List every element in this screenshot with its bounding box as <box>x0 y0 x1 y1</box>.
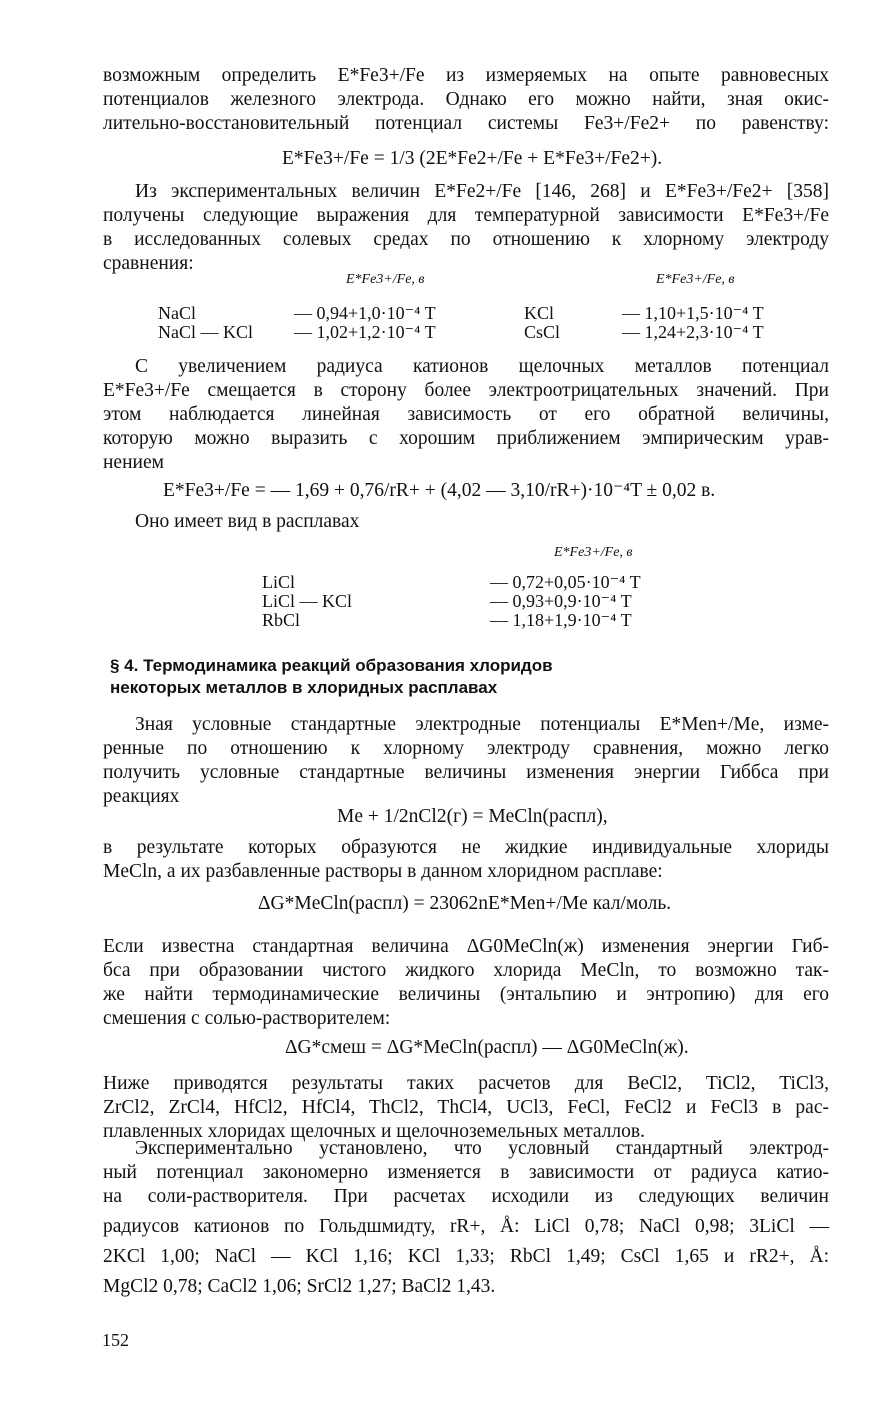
table2-values <box>490 573 641 630</box>
text-line: бса при образовании чистого жидкого хлорида MeCln, то возможно так- <box>103 960 829 981</box>
equation-1: E*Fe3+/Fe = 1/3 (2E*Fe2+/Fe + E*Fe3+/Fe2+). <box>282 148 663 169</box>
text-line: в результате которых образуются не жидкие индивидуальные хлориды <box>103 837 829 858</box>
text-line: Из экспериментальных величин E*Fe2+/Fe [146, 268] и E*Fe3+/Fe2+ [358] <box>135 181 829 202</box>
text-line: потенциалов железного электрода. Однако его можно найти, зная окис- <box>103 89 829 110</box>
table1-header-right: E*Fe3+/Fe, в <box>656 272 735 287</box>
text-line: MeCln, а их разбавленные растворы в данном хлоридном расплаве: <box>103 861 663 882</box>
paragraph-2 <box>103 180 829 276</box>
heading-line: § 4. Термодинамика реакций образования хлоридов <box>110 656 553 675</box>
table-cell: NaCl <box>158 303 196 323</box>
text-line: получить условные стандартные величины изменения энергии Гиббса при <box>103 762 829 783</box>
text-line: возможным определить E*Fe3+/Fe из измеряемых на опыте равновесных <box>103 65 829 86</box>
text-line: Экспериментально установлено, что условный стандартный электрод- <box>135 1138 829 1159</box>
table1-salts-left <box>158 304 253 342</box>
table-cell: — 1,18+1,9·10⁻⁴ T <box>490 610 632 630</box>
paragraph-1 <box>103 64 829 136</box>
table1-header-left: E*Fe3+/Fe, в <box>346 272 425 287</box>
table-cell: — 0,93+0,9·10⁻⁴ T <box>490 591 632 611</box>
paragraph-9 <box>103 1137 829 1299</box>
text-line: Зная условные стандартные электродные потенциалы E*Men+/Me, изме- <box>135 714 829 735</box>
text-line: смешения с солью-растворителем: <box>103 1008 391 1029</box>
page-number: 152 <box>102 1330 129 1350</box>
text-line: сравнения: <box>103 253 194 274</box>
table2-salts <box>262 573 352 630</box>
table1-values-left <box>294 304 436 342</box>
table1-values-right <box>622 304 764 342</box>
paragraph-3 <box>103 355 829 475</box>
text-line: которую можно выразить с хорошим приближением эмпирическим урав- <box>103 428 829 449</box>
equation-4: ΔG*MeCln(распл) = 23062nE*Men+/Me кал/моль. <box>258 893 672 914</box>
section-heading <box>110 655 670 699</box>
text-line: ZrCl2, ZrCl4, HfCl2, HfCl4, ThCl2, ThCl4, UCl3, FeCl, FeCl2 и FeCl3 в рас- <box>103 1097 829 1118</box>
table-cell: NaCl — KCl <box>158 322 254 342</box>
paragraph-5 <box>103 713 829 809</box>
equation-3: Me + 1/2nCl2(г) = MeCln(распл), <box>337 806 608 827</box>
table-cell: — 1,24+2,3·10⁻⁴ T <box>622 322 764 342</box>
table-cell: LiCl <box>262 572 296 592</box>
table1-salts-right <box>524 304 560 342</box>
text-line: Ниже приводятся результаты таких расчетов для BeCl2, TiCl2, TiCl3, <box>103 1073 829 1094</box>
table-cell: — 0,72+0,05·10⁻⁴ T <box>490 572 641 592</box>
text-line: ренные по отношению к хлорному электроду сравнения, можно легко <box>103 738 829 759</box>
table-cell: LiCl — KCl <box>262 591 353 611</box>
equation-2: E*Fe3+/Fe = — 1,69 + 0,76/rR+ + (4,02 — 3,10/rR+)·10⁻⁴T ± 0,02 в. <box>163 480 716 501</box>
text-line: радиусов катионов по Гольдшмидту, rR+, Å: LiCl 0,78; NaCl 0,98; 3LiCl — <box>103 1216 829 1237</box>
paragraph-7 <box>103 935 829 1031</box>
table-cell: — 1,02+1,2·10⁻⁴ T <box>294 322 436 342</box>
text-line: в исследованных солевых средах по отношению к хлорному электроду <box>103 229 829 250</box>
text-line: 2KCl 1,00; NaCl — KCl 1,16; KCl 1,33; RbCl 1,49; CsCl 1,65 и rR2+, Å: <box>103 1246 829 1267</box>
paragraph-6 <box>103 836 829 884</box>
text-line: E*Fe3+/Fe смещается в сторону более электроотрицательных значений. При <box>103 380 829 401</box>
text-line: Если известна стандартная величина ΔG0MeCln(ж) изменения энергии Гиб- <box>103 936 829 957</box>
text-line: С увеличением радиуса катионов щелочных металлов потенциал <box>135 356 829 377</box>
text-line: получены следующие выражения для температурной зависимости E*Fe3+/Fe <box>103 205 829 226</box>
table-cell: KCl <box>524 303 555 323</box>
text-line: плавленных хлоридах щелочных и щелочноземельных металлов. <box>103 1121 645 1142</box>
text-line: же найти термодинамические величины (энтальпию и энтропию) для его <box>103 984 829 1005</box>
table-cell: RbCl <box>262 610 301 630</box>
text-line: этом наблюдается линейная зависимость от его обратной величины, <box>103 404 829 425</box>
table-cell: CsCl <box>524 322 561 342</box>
text-line: MgCl2 0,78; CaCl2 1,06; SrCl2 1,27; BaCl2 1,43. <box>103 1276 496 1297</box>
text-line: нением <box>103 452 164 473</box>
table-cell: — 1,10+1,5·10⁻⁴ T <box>622 303 764 323</box>
text-line: лительно-восстановительный потенциал системы Fe3+/Fe2+ по равенству: <box>103 113 829 134</box>
paragraph-8 <box>103 1072 829 1144</box>
text-line: на соли-растворителя. При расчетах исходили из следующих величин <box>103 1186 829 1207</box>
heading-line: некоторых металлов в хлоридных расплавах <box>110 678 498 697</box>
text-line: ный потенциал закономерно изменяется в зависимости от радиуса катио- <box>103 1162 829 1183</box>
table-cell: — 0,94+1,0·10⁻⁴ T <box>294 303 436 323</box>
table2-header: E*Fe3+/Fe, в <box>554 545 633 560</box>
text-line: реакциях <box>103 786 180 807</box>
equation-5: ΔG*смеш = ΔG*MeCln(распл) — ΔG0MeCln(ж). <box>285 1037 689 1058</box>
paragraph-4: Оно имеет вид в расплавах <box>135 511 360 532</box>
